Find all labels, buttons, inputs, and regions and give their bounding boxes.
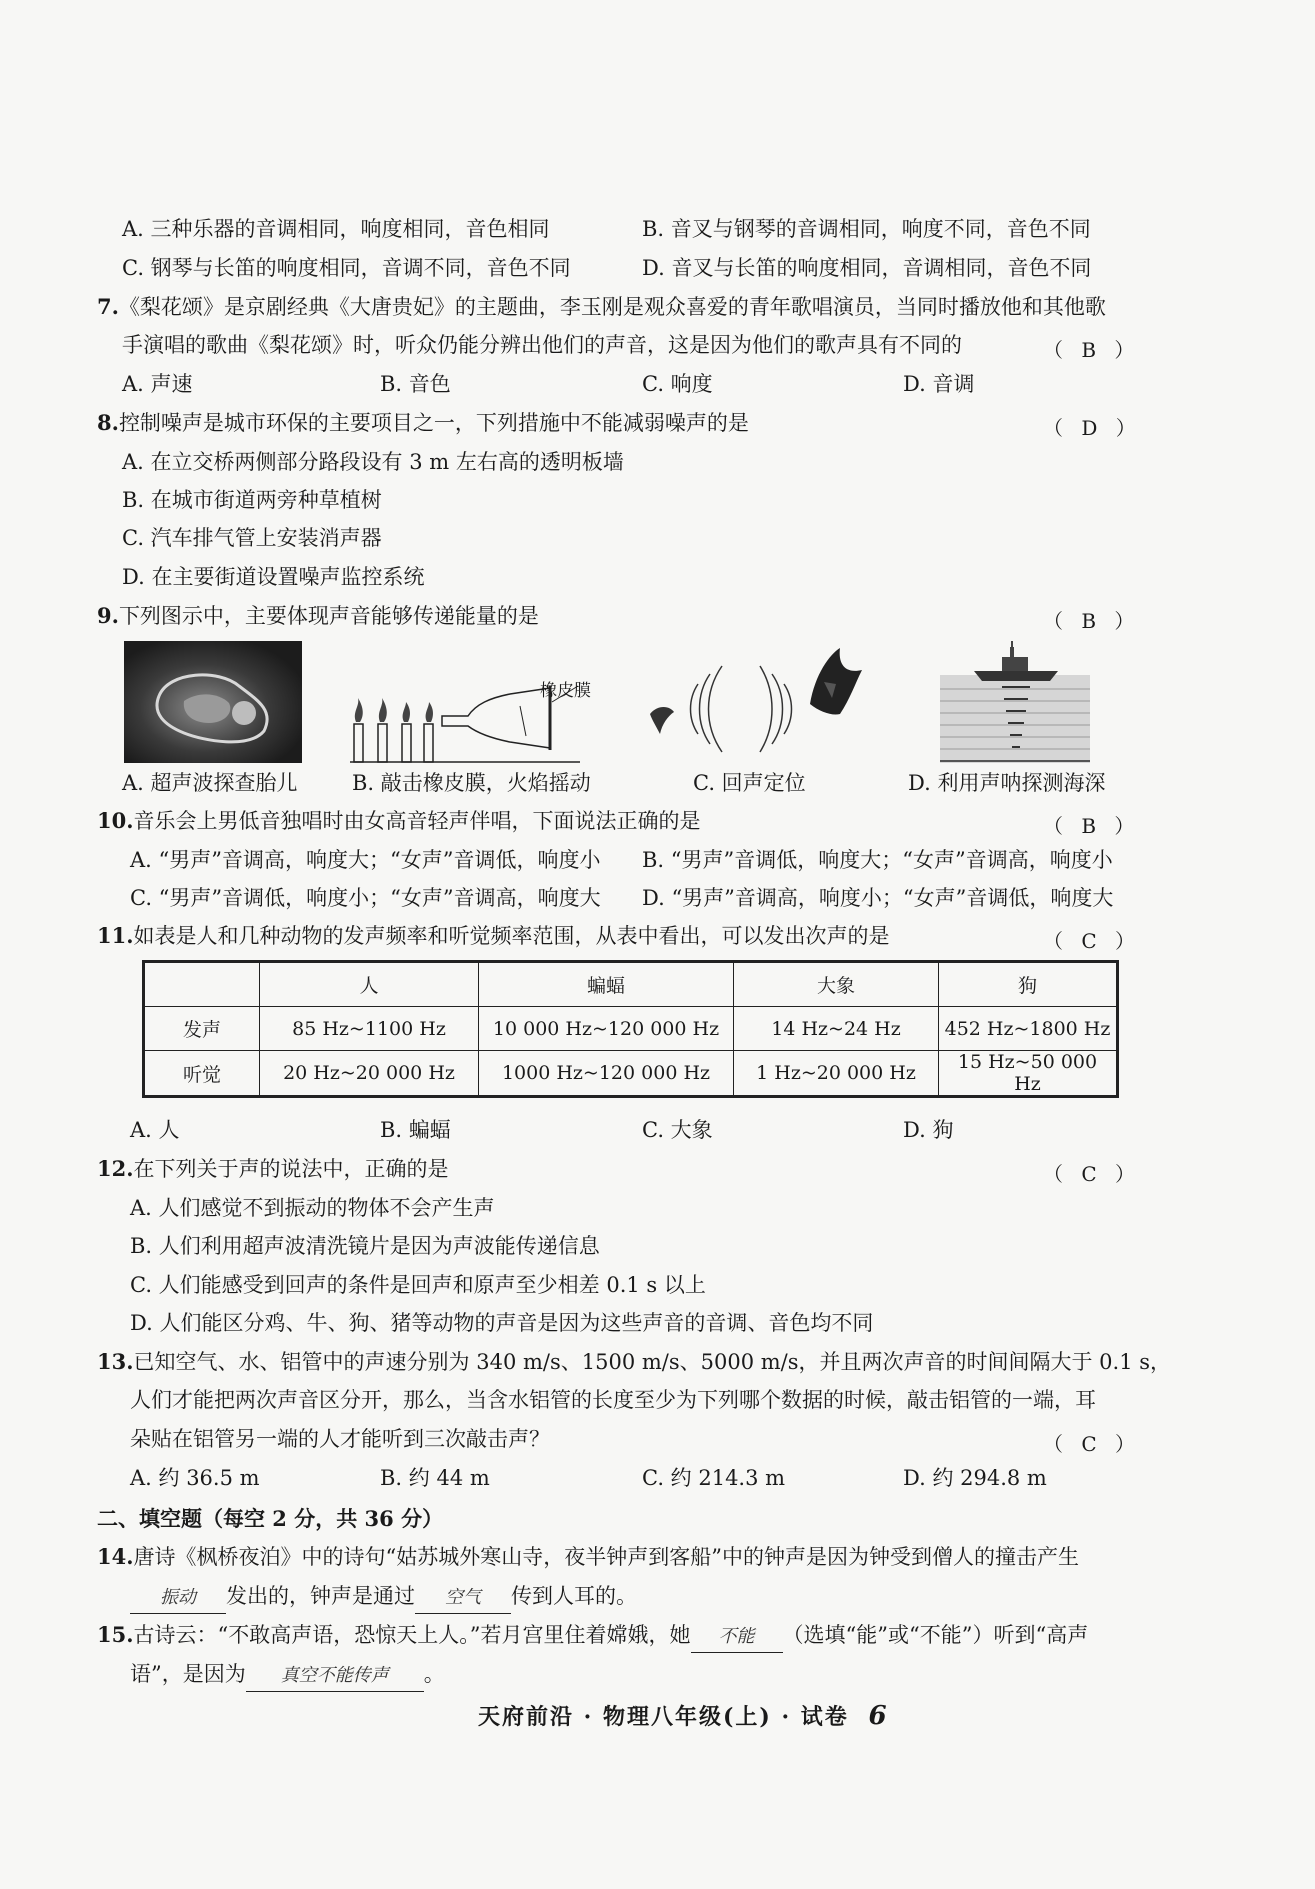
q7-option-b: B. 音色 [380, 372, 451, 396]
q7-stem-line1 [97, 292, 1106, 322]
table-cell: 1 Hz~20 000 Hz [734, 1051, 939, 1097]
q13-stem-line3: 朵贴在铝管另一端的人才能听到三次敲击声？ [130, 1427, 550, 1451]
q12-option-d: D. 人们能区分鸡、牛、狗、猪等动物的声音是因为这些声音的音调、音色均不同 [130, 1311, 874, 1335]
q10-option-d: D. “男声”音调高，响度小；“女声”音调低，响度大 [642, 886, 1114, 910]
q6-option-c: C. 钢琴与长笛的响度相同，音调不同，音色不同 [122, 256, 571, 280]
q11-number: 11. [97, 923, 134, 948]
table-cell: 1000 Hz~120 000 Hz [479, 1051, 734, 1097]
q7-option-c: C. 响度 [642, 372, 713, 396]
q12-option-a: A. 人们感觉不到振动的物体不会产生声 [130, 1196, 495, 1220]
q14-number: 14. [97, 1544, 134, 1569]
q15-text-2b: 。 [423, 1662, 445, 1686]
q10-answer: （ B ） [1043, 814, 1141, 838]
q9-text: 下列图示中，主要体现声音能够传递能量的是 [118, 604, 539, 628]
membrane-label: 橡皮膜 [540, 681, 591, 701]
q12-stem [97, 1154, 449, 1184]
table-cell: 20 Hz~20 000 Hz [260, 1051, 479, 1097]
table-header-cell: 大象 [734, 962, 939, 1007]
q9-number: 9. [97, 603, 119, 628]
q10-option-b: B. “男声”音调低，响度大；“女声”音调高，响度小 [642, 848, 1113, 872]
q10-number: 10. [97, 808, 134, 833]
q13-option-d: D. 约 294.8 m [903, 1466, 1047, 1490]
q9-option-b: B. 敲击橡皮膜，火焰摇动 [352, 771, 591, 795]
q9-stem [97, 601, 539, 631]
q14-blank-2[interactable]: 空气 [415, 1583, 511, 1614]
q8-option-c: C. 汽车排气管上安装消声器 [122, 526, 382, 550]
sonar-ship-figure [940, 641, 1090, 763]
q8-option-d: D. 在主要街道设置噪声监控系统 [122, 565, 425, 589]
q15-text-1b: （选填“能”或“不能”）听到“高声 [782, 1623, 1089, 1647]
footer-title: 天府前沿 · 物理八年级(上) · 试卷 [478, 1704, 849, 1730]
q6-option-d: D. 音叉与长笛的响度相同，音调相同，音色不同 [642, 256, 1092, 280]
q13-answer: （ C ） [1043, 1432, 1142, 1456]
q13-stem-line2: 人们才能把两次声音区分开，那么，当含水铝管的长度至少为下列哪个数据的时候，敲击铝管的一端，耳 [130, 1388, 1096, 1412]
q10-option-a: A. “男声”音调高，响度大；“女声”音调低，响度小 [130, 848, 601, 872]
table-cell: 15 Hz~50 000 Hz [939, 1051, 1118, 1097]
q11-answer: （ C ） [1043, 929, 1142, 953]
q7-option-d: D. 音调 [903, 372, 975, 396]
q6-option-b: B. 音叉与钢琴的音调相同，响度不同，音色不同 [642, 217, 1091, 241]
q11-stem [97, 921, 890, 951]
q10-text: 音乐会上男低音独唱时由女高音轻声伴唱，下面说法正确的是 [133, 809, 701, 833]
q12-option-b: B. 人们利用超声波清洗镜片是因为声波能传递信息 [130, 1234, 600, 1258]
table-cell: 452 Hz~1800 Hz [939, 1007, 1118, 1051]
q12-text: 在下列关于声的说法中，正确的是 [133, 1157, 449, 1181]
q15-stem-line1 [97, 1620, 1088, 1653]
page-number: 6 [868, 1701, 889, 1731]
q10-stem [97, 806, 701, 836]
section-heading-fill-in: 二、填空题（每空 2 分，共 36 分） [97, 1506, 444, 1531]
table-row [144, 1007, 1118, 1051]
q8-option-a: A. 在立交桥两侧部分路段设有 3 m 左右高的透明板墙 [122, 450, 624, 474]
q14-blank-1[interactable]: 振动 [130, 1583, 226, 1614]
q13-text-1: 已知空气、水、铝管中的声速分别为 340 m/s、1500 m/s、5000 m/s，并且两次声音的时间间隔大于 0.1 s， [133, 1350, 1172, 1374]
q11-option-c: C. 大象 [642, 1118, 713, 1142]
q13-number: 13. [97, 1349, 134, 1374]
table-header-cell [144, 962, 260, 1007]
table-header-cell: 狗 [939, 962, 1118, 1007]
table-header-cell: 蝙蝠 [479, 962, 734, 1007]
q8-option-b: B. 在城市街道两旁种草植树 [122, 488, 382, 512]
table-cell: 10 000 Hz~120 000 Hz [479, 1007, 734, 1051]
q11-text: 如表是人和几种动物的发声频率和听觉频率范围，从表中看出，可以发出次声的是 [133, 924, 890, 948]
table-header-row [144, 962, 1118, 1007]
q11-option-b: B. 蝙蝠 [380, 1118, 451, 1142]
q9-answer: （ B ） [1043, 609, 1141, 633]
frequency-table [142, 960, 1119, 1098]
table-cell: 14 Hz~24 Hz [734, 1007, 939, 1051]
table-cell: 听觉 [144, 1051, 260, 1097]
q9-option-c: C. 回声定位 [693, 771, 806, 795]
q8-answer: （ D ） [1043, 416, 1142, 440]
q11-option-a: A. 人 [130, 1118, 180, 1142]
q15-number: 15. [97, 1622, 134, 1647]
q8-number: 8. [97, 410, 119, 435]
q8-text: 控制噪声是城市环保的主要项目之一，下列措施中不能减弱噪声的是 [118, 411, 749, 435]
q9-option-d: D. 利用声呐探测海深 [908, 771, 1106, 795]
q14-stem-line1 [97, 1542, 1079, 1572]
echolocation-figure [640, 644, 872, 754]
page-footer [478, 1700, 889, 1731]
q7-text-1: 《梨花颂》是京剧经典《大唐贵妃》的主题曲，李玉刚是观众喜爱的青年歌唱演员，当同时播放他和其他歌 [118, 295, 1106, 319]
q11-option-d: D. 狗 [903, 1118, 954, 1142]
q9-option-a: A. 超声波探查胎儿 [122, 771, 298, 795]
ultrasound-fetus-image [124, 641, 302, 763]
q6-option-a: A. 三种乐器的音调相同，响度相同，音色相同 [122, 217, 550, 241]
q15-text-2a: 语”，是因为 [130, 1662, 246, 1686]
q13-option-b: B. 约 44 m [380, 1466, 490, 1490]
table-header-cell: 人 [260, 962, 479, 1007]
q15-stem-line2 [130, 1659, 445, 1692]
q12-option-c: C. 人们能感受到回声的条件是回声和原声至少相差 0.1 s 以上 [130, 1273, 706, 1297]
q12-answer: （ C ） [1043, 1162, 1142, 1186]
q14-text-mid: 发出的，钟声是通过 [226, 1584, 415, 1608]
q14-text-1: 唐诗《枫桥夜泊》中的诗句“姑苏城外寒山寺，夜半钟声到客船”中的钟声是因为钟受到僧人的撞击产生 [133, 1545, 1080, 1569]
table-cell: 发声 [144, 1007, 260, 1051]
q13-option-c: C. 约 214.3 m [642, 1466, 786, 1490]
q8-stem [97, 408, 749, 438]
q10-option-c: C. “男声”音调低，响度小；“女声”音调高，响度大 [130, 886, 601, 910]
q15-blank-2[interactable]: 真空不能传声 [246, 1661, 424, 1692]
q7-number: 7. [97, 294, 119, 319]
q7-stem-line2: 手演唱的歌曲《梨花颂》时，听众仍能分辨出他们的声音，这是因为他们的歌声具有不同的 [122, 333, 962, 357]
q7-answer: （ B ） [1043, 338, 1141, 362]
q15-blank-1[interactable]: 不能 [691, 1622, 783, 1653]
q7-option-a: A. 声速 [122, 372, 193, 396]
q13-stem-line1 [97, 1347, 1171, 1377]
q14-text-end: 传到人耳的。 [511, 1584, 637, 1608]
table-cell: 85 Hz~1100 Hz [260, 1007, 479, 1051]
q15-text-1a: 古诗云：“不敢高声语，恐惊天上人。”若月宫里住着嫦娥，她 [133, 1623, 691, 1647]
q13-option-a: A. 约 36.5 m [130, 1466, 260, 1490]
table-row [144, 1051, 1118, 1097]
q14-stem-line2 [130, 1581, 637, 1614]
q12-number: 12. [97, 1156, 134, 1181]
